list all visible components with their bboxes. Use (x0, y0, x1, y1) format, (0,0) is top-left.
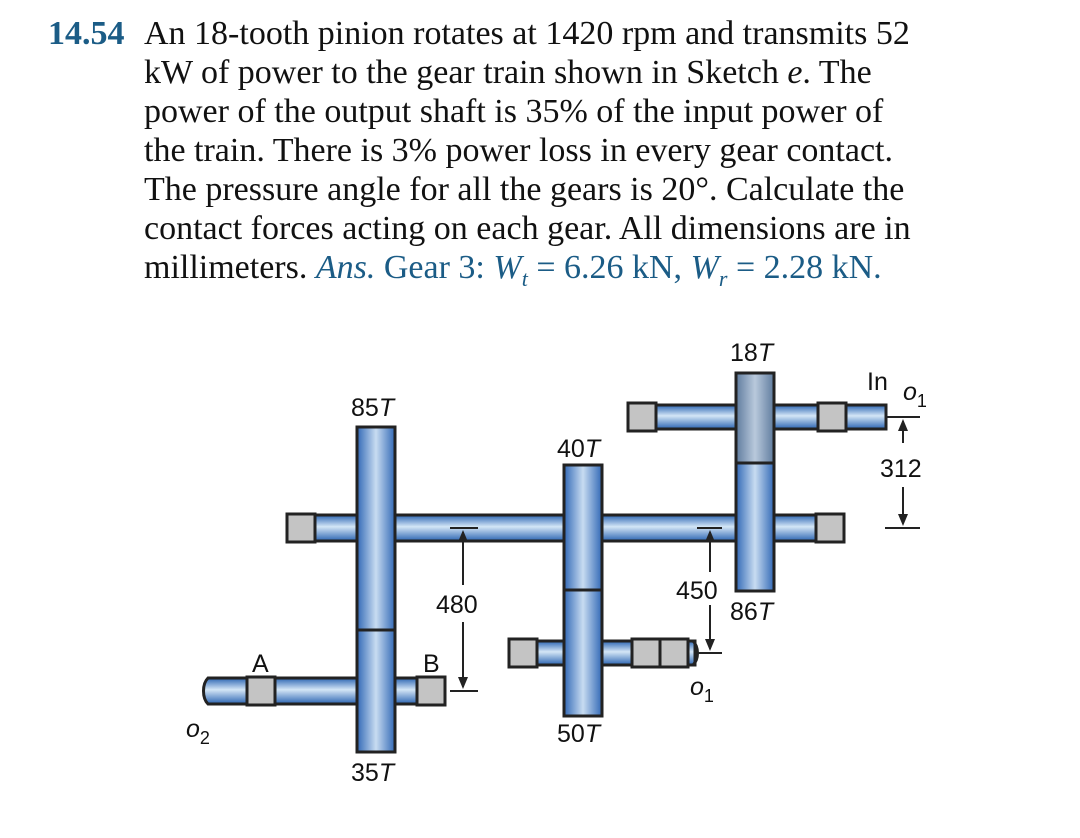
gear-35t (357, 630, 395, 752)
problem-line-4: the train. There is 3% power loss in every gear contact. (144, 132, 893, 169)
problem-line-5: The pressure angle for all the gears is 20°. Calculate the (144, 171, 905, 208)
bearing-lower-right-2 (632, 639, 660, 667)
dimension-312-label: 312 (880, 455, 922, 483)
bearing-input-right (818, 403, 846, 431)
problem-line-3: power of the output shaft is 35% of the input power of (144, 93, 884, 130)
bearing-intermediate-right (816, 514, 844, 542)
gear-label-86t: 86T (730, 598, 774, 626)
answer-wr-symbol: W (690, 249, 719, 286)
bearing-label-a: A (252, 650, 269, 678)
gear-40t (564, 465, 602, 590)
gear-label-40t: 40T (557, 435, 601, 463)
gear-label-35t: 35T (351, 759, 395, 787)
bearing-intermediate-left (287, 514, 315, 542)
problem-line-1: An 18-tooth pinion rotates at 1420 rpm and transmits 52 (144, 15, 910, 52)
problem-line-6: contact forces acting on each gear. All dimensions are in (144, 210, 911, 247)
bearing-input-left (628, 403, 656, 431)
answer-wt-value: = 6.26 kN, (527, 249, 691, 286)
dimension-312-arrow-down (898, 514, 908, 526)
problem-line-7-text: millimeters. (144, 249, 316, 286)
gear-label-18t: 18T (730, 339, 774, 367)
bearing-b (417, 677, 445, 705)
bearing-lower-right-1 (509, 639, 537, 667)
answer-wr-value: = 2.28 kN. (727, 249, 882, 286)
gear-86t (736, 463, 774, 591)
dimension-450-label: 450 (676, 577, 718, 605)
answer-wt-subscript: t (521, 265, 528, 291)
answer-wr-subscript: r (718, 265, 728, 291)
gear-label-85t: 85T (351, 394, 395, 422)
bearing-lower-right-3 (660, 639, 688, 667)
gear-18t-pinion (736, 373, 774, 463)
dimension-480-arrow-down (458, 677, 468, 689)
answer-prefix: Ans. (315, 249, 376, 286)
dimension-450-arrow-down (705, 639, 715, 651)
gear-85t (357, 427, 395, 630)
bearing-label-b: B (423, 650, 440, 678)
problem-line-2-tail: . The (802, 54, 872, 91)
input-label: In (867, 368, 888, 396)
problem-number: 14.54 (48, 15, 125, 52)
axis-label-o1-bottom: $o_1$ (690, 673, 714, 706)
problem-line-2-text: kW of power to the gear train shown in Sketch (144, 54, 788, 91)
bearing-a (247, 677, 275, 705)
answer-wt-symbol: W (493, 249, 522, 286)
gear-label-50t: 50T (557, 720, 601, 748)
axis-label-o2: $o_2$ (186, 715, 210, 748)
gear-50t (564, 590, 602, 716)
dimension-480-label: 480 (436, 591, 478, 619)
axis-label-o1-top: $o_1$ (903, 378, 927, 411)
answer-gear: Gear 3: (375, 249, 494, 286)
sketch-letter: e (787, 54, 803, 91)
dimension-312-arrow-up (898, 419, 908, 431)
